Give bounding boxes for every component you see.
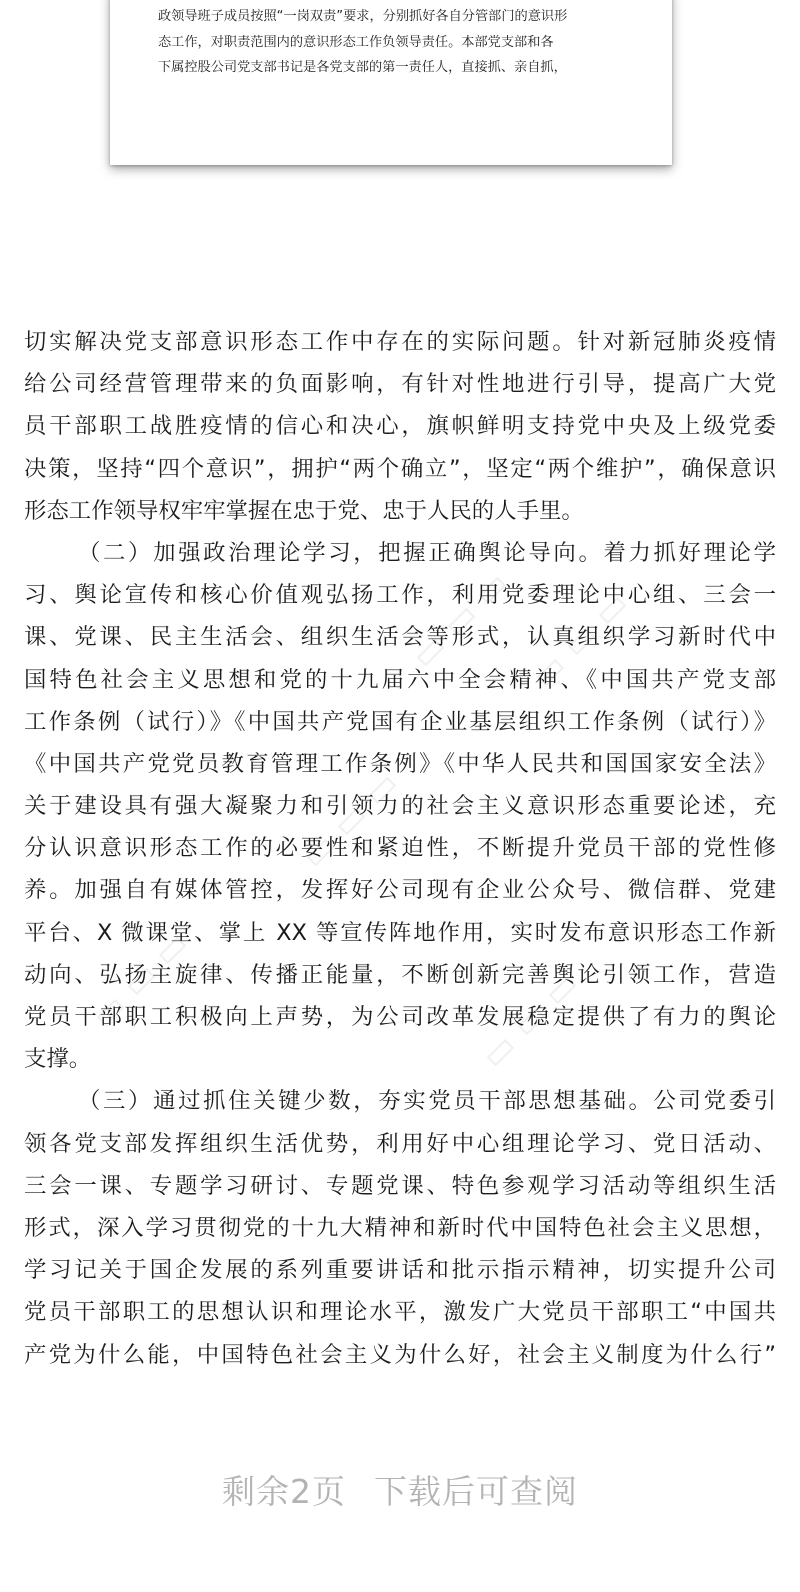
preview-line: 政领导班子成员按照“一岗双责”要求，分别抓好各自分管部门的意识形 bbox=[158, 9, 568, 24]
download-prompt[interactable] bbox=[0, 1466, 800, 1513]
preview-line: 态工作，对职责范围内的意识形态工作负领导责任。本部党支部和各 bbox=[158, 34, 554, 50]
document-line: 决策，坚持“四个意识”，拥护“两个确立”，坚定“两个维护”，确保意识 bbox=[24, 455, 776, 482]
document-body bbox=[24, 321, 776, 1376]
document-line: 学习记关于国企发展的系列重要讲话和批示指示精神，切实提升公司 bbox=[24, 1257, 776, 1284]
remaining-pages-label: 剩余2页 bbox=[222, 1472, 346, 1511]
document-line: 关于建设具有强大凝聚力和引领力的社会主义意识形态重要论述，充 bbox=[24, 793, 776, 820]
preview-text bbox=[158, 4, 638, 81]
watermark: ▭ ▭ ▭ bbox=[473, 963, 587, 1077]
document-line: 领各党支部发挥组织生活优势，利用好中心组理论学习、党日活动、 bbox=[24, 1130, 776, 1157]
document-line: 切实解决党支部意识形态工作中存在的实际问题。针对新冠肺炎疫情 bbox=[24, 329, 776, 355]
document-line: 产党为什么能，中国特色社会主义为什么好，社会主义制度为什么行” bbox=[24, 1341, 776, 1368]
document-preview-card bbox=[110, 0, 672, 165]
document-line: 工作条例（试行）》《中国共产党国有企业基层组织工作条例（试行）》 bbox=[24, 708, 776, 735]
document-line: 《中国共产党党员教育管理工作条例》《中华人民共和国国家安全法》 bbox=[24, 750, 776, 777]
document-line: 员干部职工战胜疫情的信心和决心，旗帜鲜明支持党中央及上级党委 bbox=[24, 413, 776, 440]
preview-line: 下属控股公司党支部书记是各党支部的第一责任人，直接抓、亲自抓， bbox=[158, 60, 567, 75]
document-line: 分认识意识形态工作的必要性和紧迫性，不断提升党员干部的党性修 bbox=[24, 835, 776, 862]
watermark: ▭ ▭ ▭ bbox=[293, 763, 407, 877]
document-line: 国特色社会主义思想和党的十九届六中全会精神、《中国共产党支部 bbox=[24, 666, 776, 693]
document-line: 支撑。 bbox=[24, 1046, 92, 1073]
document-line: 给公司经营管理带来的负面影响，有针对性地进行引导，提高广大党 bbox=[24, 371, 776, 398]
watermark: ▭ ▭ ▭ bbox=[83, 923, 197, 1037]
document-line: 平台、X 微课堂、掌上 XX 等宣传阵地作用，实时发布意识形态工作新 bbox=[24, 919, 776, 946]
document-line: 动向、弘扬主旋律、传播正能量，不断创新完善舆论引领工作，营造 bbox=[24, 961, 776, 988]
document-line: 课、党课、民主生活会、组织生活会等形式，认真组织学习新时代中 bbox=[24, 624, 776, 651]
document-line: 形态工作领导权牢牢掌握在忠于党、忠于人民的人手里。 bbox=[24, 497, 584, 524]
document-line: 三会一课、专题学习研讨、专题党课、特色参观学习活动等组织生活 bbox=[24, 1172, 776, 1199]
document-line: （三）通过抓住关键少数，夯实党员干部思想基础。公司党委引 bbox=[78, 1088, 776, 1115]
watermark: ▭ ▭ ▭ bbox=[403, 563, 517, 677]
document-line: 党员干部职工的思想认识和理论水平，激发广大党员干部职工“中国共 bbox=[24, 1299, 776, 1326]
watermark: ▭ ▭ ▭ bbox=[523, 583, 637, 697]
document-line: 形式，深入学习贯彻党的十九大精神和新时代中国特色社会主义思想， bbox=[24, 1214, 776, 1241]
document-line: （二）加强政治理论学习，把握正确舆论导向。着力抓好理论学 bbox=[78, 539, 776, 566]
document-line: 党员干部职工积极向上声势，为公司改革发展稳定提供了有力的舆论 bbox=[24, 1004, 776, 1030]
download-to-view-label: 下载后可查阅 bbox=[374, 1472, 578, 1511]
document-line: 养。加强自有媒体管控，发挥好公司现有企业公众号、微信群、党建 bbox=[24, 877, 776, 904]
document-line: 习、舆论宣传和核心价值观弘扬工作，利用党委理论中心组、三会一 bbox=[24, 582, 776, 609]
